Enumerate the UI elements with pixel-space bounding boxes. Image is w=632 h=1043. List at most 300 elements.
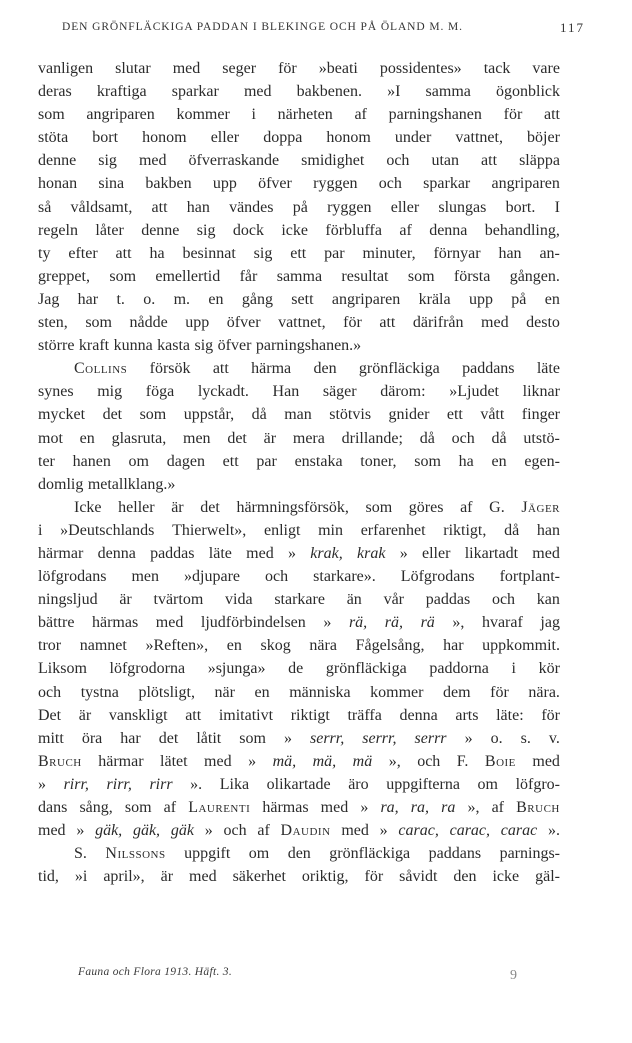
- word: vändes: [229, 198, 274, 216]
- word: Lika: [219, 775, 250, 793]
- word: Han: [272, 383, 300, 401]
- word: ryggen: [327, 198, 372, 216]
- word: men: [131, 568, 159, 586]
- word: tvärtom: [153, 591, 204, 609]
- word: tack: [483, 60, 511, 77]
- word: som: [124, 799, 152, 816]
- word: det: [227, 429, 247, 447]
- word: läte:: [496, 706, 524, 724]
- word: gången.: [509, 267, 560, 285]
- word: icke: [281, 221, 308, 239]
- text-line: [38, 704, 560, 727]
- word: som: [239, 729, 266, 747]
- word: »: [38, 775, 46, 793]
- word: kraftiga: [96, 83, 147, 101]
- word: samma: [276, 267, 323, 285]
- running-head-title: DEN GRÖNFLÄCKIGA PADDAN I BLEKINGE OCH PÅ ÖLAND M. M.: [62, 21, 463, 33]
- word: plötsligt,: [138, 683, 195, 701]
- word: parnings-: [499, 845, 560, 863]
- word: kraft: [78, 337, 110, 355]
- word: Bruch: [516, 799, 560, 816]
- text-line: [38, 750, 560, 773]
- word: vattnet,: [455, 129, 503, 147]
- word: denna: [429, 221, 468, 239]
- word: för: [503, 106, 523, 124]
- word: en: [79, 429, 95, 447]
- word: med: [341, 822, 369, 840]
- text-line: [38, 819, 560, 842]
- word: då: [251, 406, 267, 424]
- word: krak,: [310, 544, 343, 562]
- word: läte: [536, 360, 560, 378]
- word: löfgrodans: [38, 568, 107, 586]
- word: vida: [225, 591, 253, 609]
- word: »Reften»,: [145, 637, 209, 655]
- word: därifrån: [412, 314, 464, 332]
- word: dagen: [166, 452, 205, 470]
- text-line: [38, 265, 560, 288]
- word: under: [394, 129, 432, 147]
- word: tid,: [38, 868, 59, 886]
- text-line: [38, 172, 560, 195]
- word: har: [443, 637, 464, 655]
- word: kräla: [418, 290, 451, 308]
- word: regeln: [38, 221, 78, 239]
- word: Bruch: [38, 752, 82, 770]
- word: och: [386, 152, 410, 170]
- word: med: [532, 752, 560, 770]
- word: en: [208, 290, 224, 308]
- text-line: [38, 357, 560, 380]
- word: dans: [38, 799, 68, 816]
- word: doppa: [263, 129, 303, 147]
- word: kan: [536, 591, 560, 609]
- word: bort.: [505, 198, 536, 216]
- word: härmningsförsök,: [236, 498, 349, 516]
- word: bort: [92, 129, 119, 147]
- word: af: [399, 221, 412, 239]
- word: efter: [68, 244, 98, 262]
- body-text: [38, 57, 560, 888]
- word: rirr,: [63, 775, 89, 793]
- text-line: [38, 634, 560, 657]
- word: första: [453, 267, 491, 285]
- word: parningshanen: [388, 106, 482, 124]
- word: grönfläckiga: [329, 845, 411, 863]
- word: namnet: [79, 637, 127, 655]
- word: men: [183, 429, 211, 447]
- sheet-number: 9: [510, 968, 517, 983]
- word: o.: [143, 290, 156, 308]
- word: Nilssons: [105, 845, 166, 863]
- word: släppa: [519, 152, 560, 170]
- text-line: [38, 727, 560, 750]
- word: v.: [548, 729, 560, 747]
- word: rä: [420, 614, 435, 632]
- word: mitt: [38, 729, 64, 747]
- word: göres: [408, 498, 444, 516]
- word: serrr,: [309, 729, 345, 747]
- word: desto: [526, 314, 560, 332]
- word: läte: [208, 544, 232, 562]
- word: en: [226, 637, 242, 655]
- word: greppet,: [38, 267, 90, 285]
- word: denna: [399, 706, 438, 724]
- word: paddas: [150, 544, 195, 562]
- word: Liksom: [38, 660, 87, 678]
- word: löfgro-: [515, 775, 560, 793]
- word: ter: [38, 452, 55, 470]
- word: carac,: [398, 822, 439, 840]
- word: upp: [185, 314, 210, 332]
- word: »: [464, 729, 473, 747]
- word: min: [318, 521, 343, 539]
- word: kör: [538, 660, 560, 678]
- page-footer: [78, 966, 528, 984]
- word: mä: [352, 752, 373, 770]
- word: starkare».: [313, 568, 376, 586]
- word: träffa: [347, 706, 382, 724]
- word: gäk: [170, 822, 194, 840]
- word: denne: [38, 152, 77, 170]
- word: eller: [210, 129, 240, 147]
- text-line: [38, 57, 560, 80]
- word: bakbenen.: [296, 83, 362, 101]
- word: i: [38, 521, 43, 539]
- word: jag: [540, 614, 560, 632]
- word: »: [248, 752, 257, 770]
- word: med: [481, 314, 509, 332]
- word: härmar: [98, 752, 144, 770]
- word: en: [544, 290, 560, 308]
- word: dem: [443, 683, 471, 701]
- word: utstö-: [523, 429, 560, 447]
- word: han: [498, 244, 522, 262]
- word: med: [320, 799, 349, 816]
- word: Jag: [38, 290, 60, 308]
- word: likartadt: [464, 544, 519, 562]
- word: och: [38, 683, 62, 701]
- word: Fågelsång,: [355, 637, 425, 655]
- word: för: [278, 60, 297, 77]
- word: fortplant-: [499, 568, 560, 586]
- word: med: [155, 614, 184, 632]
- text-line: [38, 681, 560, 704]
- word: mig: [97, 383, 123, 401]
- word: »: [76, 822, 85, 840]
- word: säger: [322, 383, 357, 401]
- word: Daudin: [280, 822, 331, 840]
- word: den: [313, 360, 337, 378]
- text-line: [38, 865, 560, 888]
- word: härmar: [38, 544, 84, 562]
- word: för: [490, 683, 509, 701]
- word: sig: [253, 244, 273, 262]
- word: G.: [489, 498, 505, 516]
- word: kunna: [113, 337, 153, 355]
- word: äro: [348, 775, 369, 793]
- word: april»,: [103, 868, 145, 886]
- word: och: [491, 591, 516, 609]
- text-line: [38, 103, 560, 126]
- word: våldsamt,: [70, 198, 133, 216]
- word: mä,: [312, 752, 337, 770]
- word: stötvis: [329, 406, 372, 424]
- word: löfgrodorna: [109, 660, 186, 678]
- word: är: [119, 591, 132, 609]
- word: om: [128, 452, 149, 470]
- word: toner,: [360, 452, 397, 470]
- word: härmas: [92, 614, 139, 632]
- word: »: [379, 822, 388, 840]
- word: stöta: [38, 129, 69, 147]
- word: att: [185, 706, 202, 724]
- word: härma: [251, 360, 292, 378]
- text-line: [38, 542, 560, 565]
- word: utan: [431, 152, 459, 170]
- word: sig: [194, 337, 214, 355]
- word: säkerhet: [232, 868, 286, 886]
- word: bakben: [145, 175, 192, 193]
- word: enstaka: [294, 452, 343, 470]
- word: vare: [532, 60, 560, 77]
- word: uppgift: [184, 845, 231, 863]
- word: »: [283, 729, 292, 747]
- text-line: [38, 611, 560, 634]
- word: seger: [222, 60, 257, 77]
- word: sig: [98, 152, 117, 170]
- word: honom: [326, 129, 371, 147]
- word: emellertid: [155, 267, 221, 285]
- word: ra,: [410, 799, 430, 816]
- word: metallklang.»: [87, 475, 176, 493]
- running-header: [62, 20, 585, 39]
- word: än: [346, 591, 362, 609]
- word: ha: [149, 244, 165, 262]
- word: »,: [388, 752, 401, 770]
- word: då: [504, 521, 520, 539]
- word: af: [491, 799, 505, 816]
- word: därom:: [380, 383, 426, 401]
- word: rä,: [348, 614, 368, 632]
- word: sten,: [38, 314, 68, 332]
- word: Löfgrodans: [400, 568, 475, 586]
- word: af: [257, 822, 270, 840]
- word: »Ljudet: [449, 383, 499, 401]
- word: härmas: [262, 799, 309, 816]
- word: liknar: [522, 383, 560, 401]
- word: är: [160, 868, 174, 886]
- word: par: [324, 244, 345, 262]
- word: skog: [260, 637, 291, 655]
- word: låter: [95, 221, 124, 239]
- word: han: [536, 521, 560, 539]
- word: större: [38, 337, 75, 355]
- word: är: [78, 706, 92, 724]
- word: dock: [232, 221, 264, 239]
- text-line: [38, 219, 560, 242]
- word: rirr,: [106, 775, 132, 793]
- word: en: [254, 683, 270, 701]
- word: af: [163, 799, 177, 816]
- text-line: [38, 519, 560, 542]
- word: o.: [490, 729, 503, 747]
- word: resultat: [341, 267, 389, 285]
- word: angriparen: [491, 175, 560, 193]
- word: får: [239, 267, 258, 285]
- word: serrr,: [362, 729, 397, 747]
- word: deras: [38, 83, 72, 101]
- word: Laurenti: [188, 799, 251, 816]
- word: ett: [222, 452, 239, 470]
- text-line: [38, 288, 560, 311]
- word: med: [189, 868, 217, 886]
- word: sparkar: [423, 175, 471, 193]
- word: öfver: [217, 337, 252, 355]
- word: starkare: [274, 591, 325, 609]
- word: mycket: [38, 406, 86, 424]
- word: enligt: [263, 521, 301, 539]
- word: vanskligt: [108, 706, 168, 724]
- word: öfverraskande: [188, 152, 280, 170]
- word: uppstår,: [183, 406, 235, 424]
- word: oriktig,: [301, 868, 349, 886]
- word: på: [292, 198, 308, 216]
- word: paddorna: [429, 660, 489, 678]
- word: »i: [74, 868, 88, 886]
- word: »I: [387, 83, 401, 101]
- word: med: [138, 152, 167, 170]
- text-line: [38, 196, 560, 219]
- word: på: [511, 290, 527, 308]
- word: kommer: [176, 106, 230, 124]
- word: gång: [241, 290, 273, 308]
- word: serrr: [414, 729, 447, 747]
- word: som: [365, 498, 393, 516]
- word: »: [360, 799, 369, 816]
- word: arts: [455, 706, 479, 724]
- text-line: [38, 588, 560, 611]
- word: han: [186, 198, 210, 216]
- word: ögonblick: [496, 83, 560, 101]
- word: egen-: [524, 452, 560, 470]
- word: kasta: [157, 337, 191, 355]
- word: »Deutschlands: [60, 521, 155, 539]
- word: angriparen: [331, 290, 401, 308]
- word: Jäger: [521, 498, 560, 516]
- text-line: [38, 242, 560, 265]
- word: med: [246, 544, 274, 562]
- word: »: [204, 822, 213, 840]
- page-number: 117: [559, 20, 585, 35]
- text-line: [38, 796, 560, 819]
- word: nära.: [528, 683, 560, 701]
- word: att: [543, 106, 560, 124]
- text-line: [38, 496, 560, 519]
- word: då: [419, 429, 435, 447]
- word: när: [214, 683, 235, 701]
- word: närheten: [277, 106, 333, 124]
- word: grönfläckiga: [325, 660, 407, 678]
- word: gäl-: [535, 868, 560, 886]
- word: för: [541, 706, 560, 724]
- word: med: [532, 544, 560, 562]
- word: honan: [38, 175, 78, 193]
- word: och: [223, 822, 247, 840]
- word: m.: [173, 290, 191, 308]
- word: drillande;: [341, 429, 403, 447]
- word: för: [364, 868, 384, 886]
- word: carac,: [449, 822, 491, 840]
- word: gäk,: [132, 822, 161, 840]
- word: Det: [38, 706, 62, 724]
- word: eller: [422, 544, 451, 562]
- word: Thierwelt»,: [172, 521, 247, 539]
- word: har: [77, 290, 99, 308]
- word: besinnat: [182, 244, 236, 262]
- word: är: [171, 498, 184, 516]
- word: s.: [520, 729, 531, 747]
- text-line: [38, 427, 560, 450]
- word: I: [554, 198, 560, 216]
- word: S.: [74, 845, 87, 863]
- word: som: [139, 406, 167, 424]
- word: som: [38, 106, 65, 124]
- word: lyckadt.: [197, 383, 249, 401]
- word: sparkar: [171, 83, 219, 101]
- word: den: [287, 845, 311, 863]
- word: med: [38, 822, 66, 840]
- word: vanligen: [38, 60, 94, 77]
- word: paddans: [428, 845, 482, 863]
- word: mera: [292, 429, 325, 447]
- word: »: [399, 544, 408, 562]
- word: tystna: [80, 683, 119, 701]
- word: finger: [521, 406, 560, 424]
- word: »beati: [318, 60, 358, 77]
- word: är: [263, 429, 277, 447]
- text-line: [38, 149, 560, 172]
- word: upp: [212, 175, 237, 193]
- text-line: [38, 773, 560, 796]
- word: gäk,: [95, 822, 123, 840]
- word: behandling,: [484, 221, 560, 239]
- text-line: [38, 311, 560, 334]
- word: mot: [38, 429, 63, 447]
- word: parningshanen.»: [255, 337, 362, 355]
- word: förnyar: [433, 244, 481, 262]
- word: som: [407, 267, 435, 285]
- word: tror: [38, 637, 62, 655]
- word: ra: [441, 799, 456, 816]
- word: människa: [289, 683, 351, 701]
- word: det: [200, 498, 220, 516]
- word: i: [251, 106, 256, 124]
- text-line: [38, 657, 560, 680]
- word: med: [243, 83, 272, 101]
- word: olikartade: [266, 775, 331, 793]
- word: som: [85, 314, 112, 332]
- word: att: [379, 314, 396, 332]
- word: och: [451, 429, 475, 447]
- word: ty: [38, 244, 51, 262]
- word: föga: [145, 383, 175, 401]
- word: vått: [480, 406, 505, 424]
- word: rirr: [149, 775, 173, 793]
- word: öra: [81, 729, 103, 747]
- word: att: [481, 152, 498, 170]
- word: honom: [142, 129, 187, 147]
